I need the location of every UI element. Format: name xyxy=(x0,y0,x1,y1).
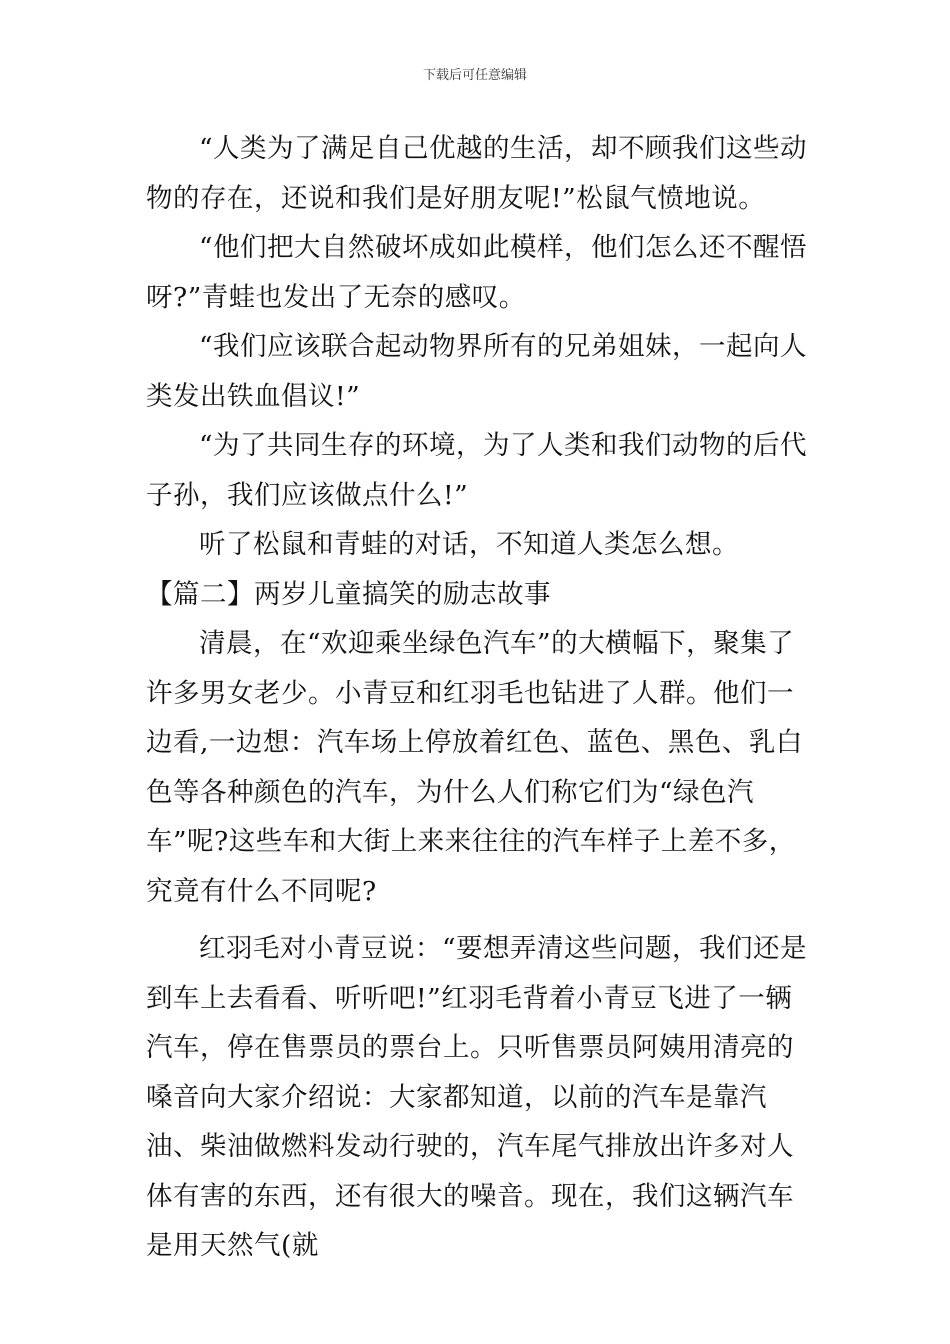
paragraph-green-bus-explanation: 红羽毛对小青豆说：“要想弄清这些问题，我们还是到车上去看看、听听吧!”红羽毛背着小青豆飞进了一辆汽车，停在售票员的票台上。只听售票员阿姨用清亮的嗓音向大家介绍说：大家都知道，以前的汽车是靠汽油、柴油做燃料发动行驶的，汽车尾气排放出许多对人体有害的东西，还有很大的噪音。现在，我们这辆汽车是用天然气(就 xyxy=(146,933,808,1261)
paragraph-squirrel-complaint: “人类为了满足自己优越的生活，却不顾我们这些动物的存在，还说和我们是好朋友呢!”松鼠气愤地说。 xyxy=(146,133,808,214)
paragraph-frog-sigh: “他们把大自然破坏成如此模样，他们怎么还不醒悟呀?”青蛙也发出了无奈的感叹。 xyxy=(146,232,808,313)
paragraph-conclusion: 听了松鼠和青蛙的对话，不知道人类怎么想。 xyxy=(199,529,739,560)
section-heading: 【篇二】两岁儿童搞笑的励志故事 xyxy=(146,578,551,610)
paragraph-common-environment: “为了共同生存的环境，为了人类和我们动物的后代子孙，我们应该做点什么!” xyxy=(146,430,808,511)
page-header-note: 下载后可任意编辑 xyxy=(422,68,527,83)
paragraph-green-bus-intro: 清晨，在“欢迎乘坐绿色汽车”的大横幅下，聚集了许多男女老少。小青豆和红羽毛也钻进了人群。他们一边看,一边想：汽车场上停放着红色、蓝色、黑色、乳白色等各种颜色的汽车，为什么人们称它们为“绿色汽车”呢?这些车和大街上来来往往的汽车样子上差不多，究竟有什么不同呢? xyxy=(146,628,803,907)
document-body xyxy=(146,124,810,1271)
paragraph-unite-animals: “我们应该联合起动物界所有的兄弟姐妹，一起向人类发出铁血倡议!” xyxy=(146,331,808,412)
